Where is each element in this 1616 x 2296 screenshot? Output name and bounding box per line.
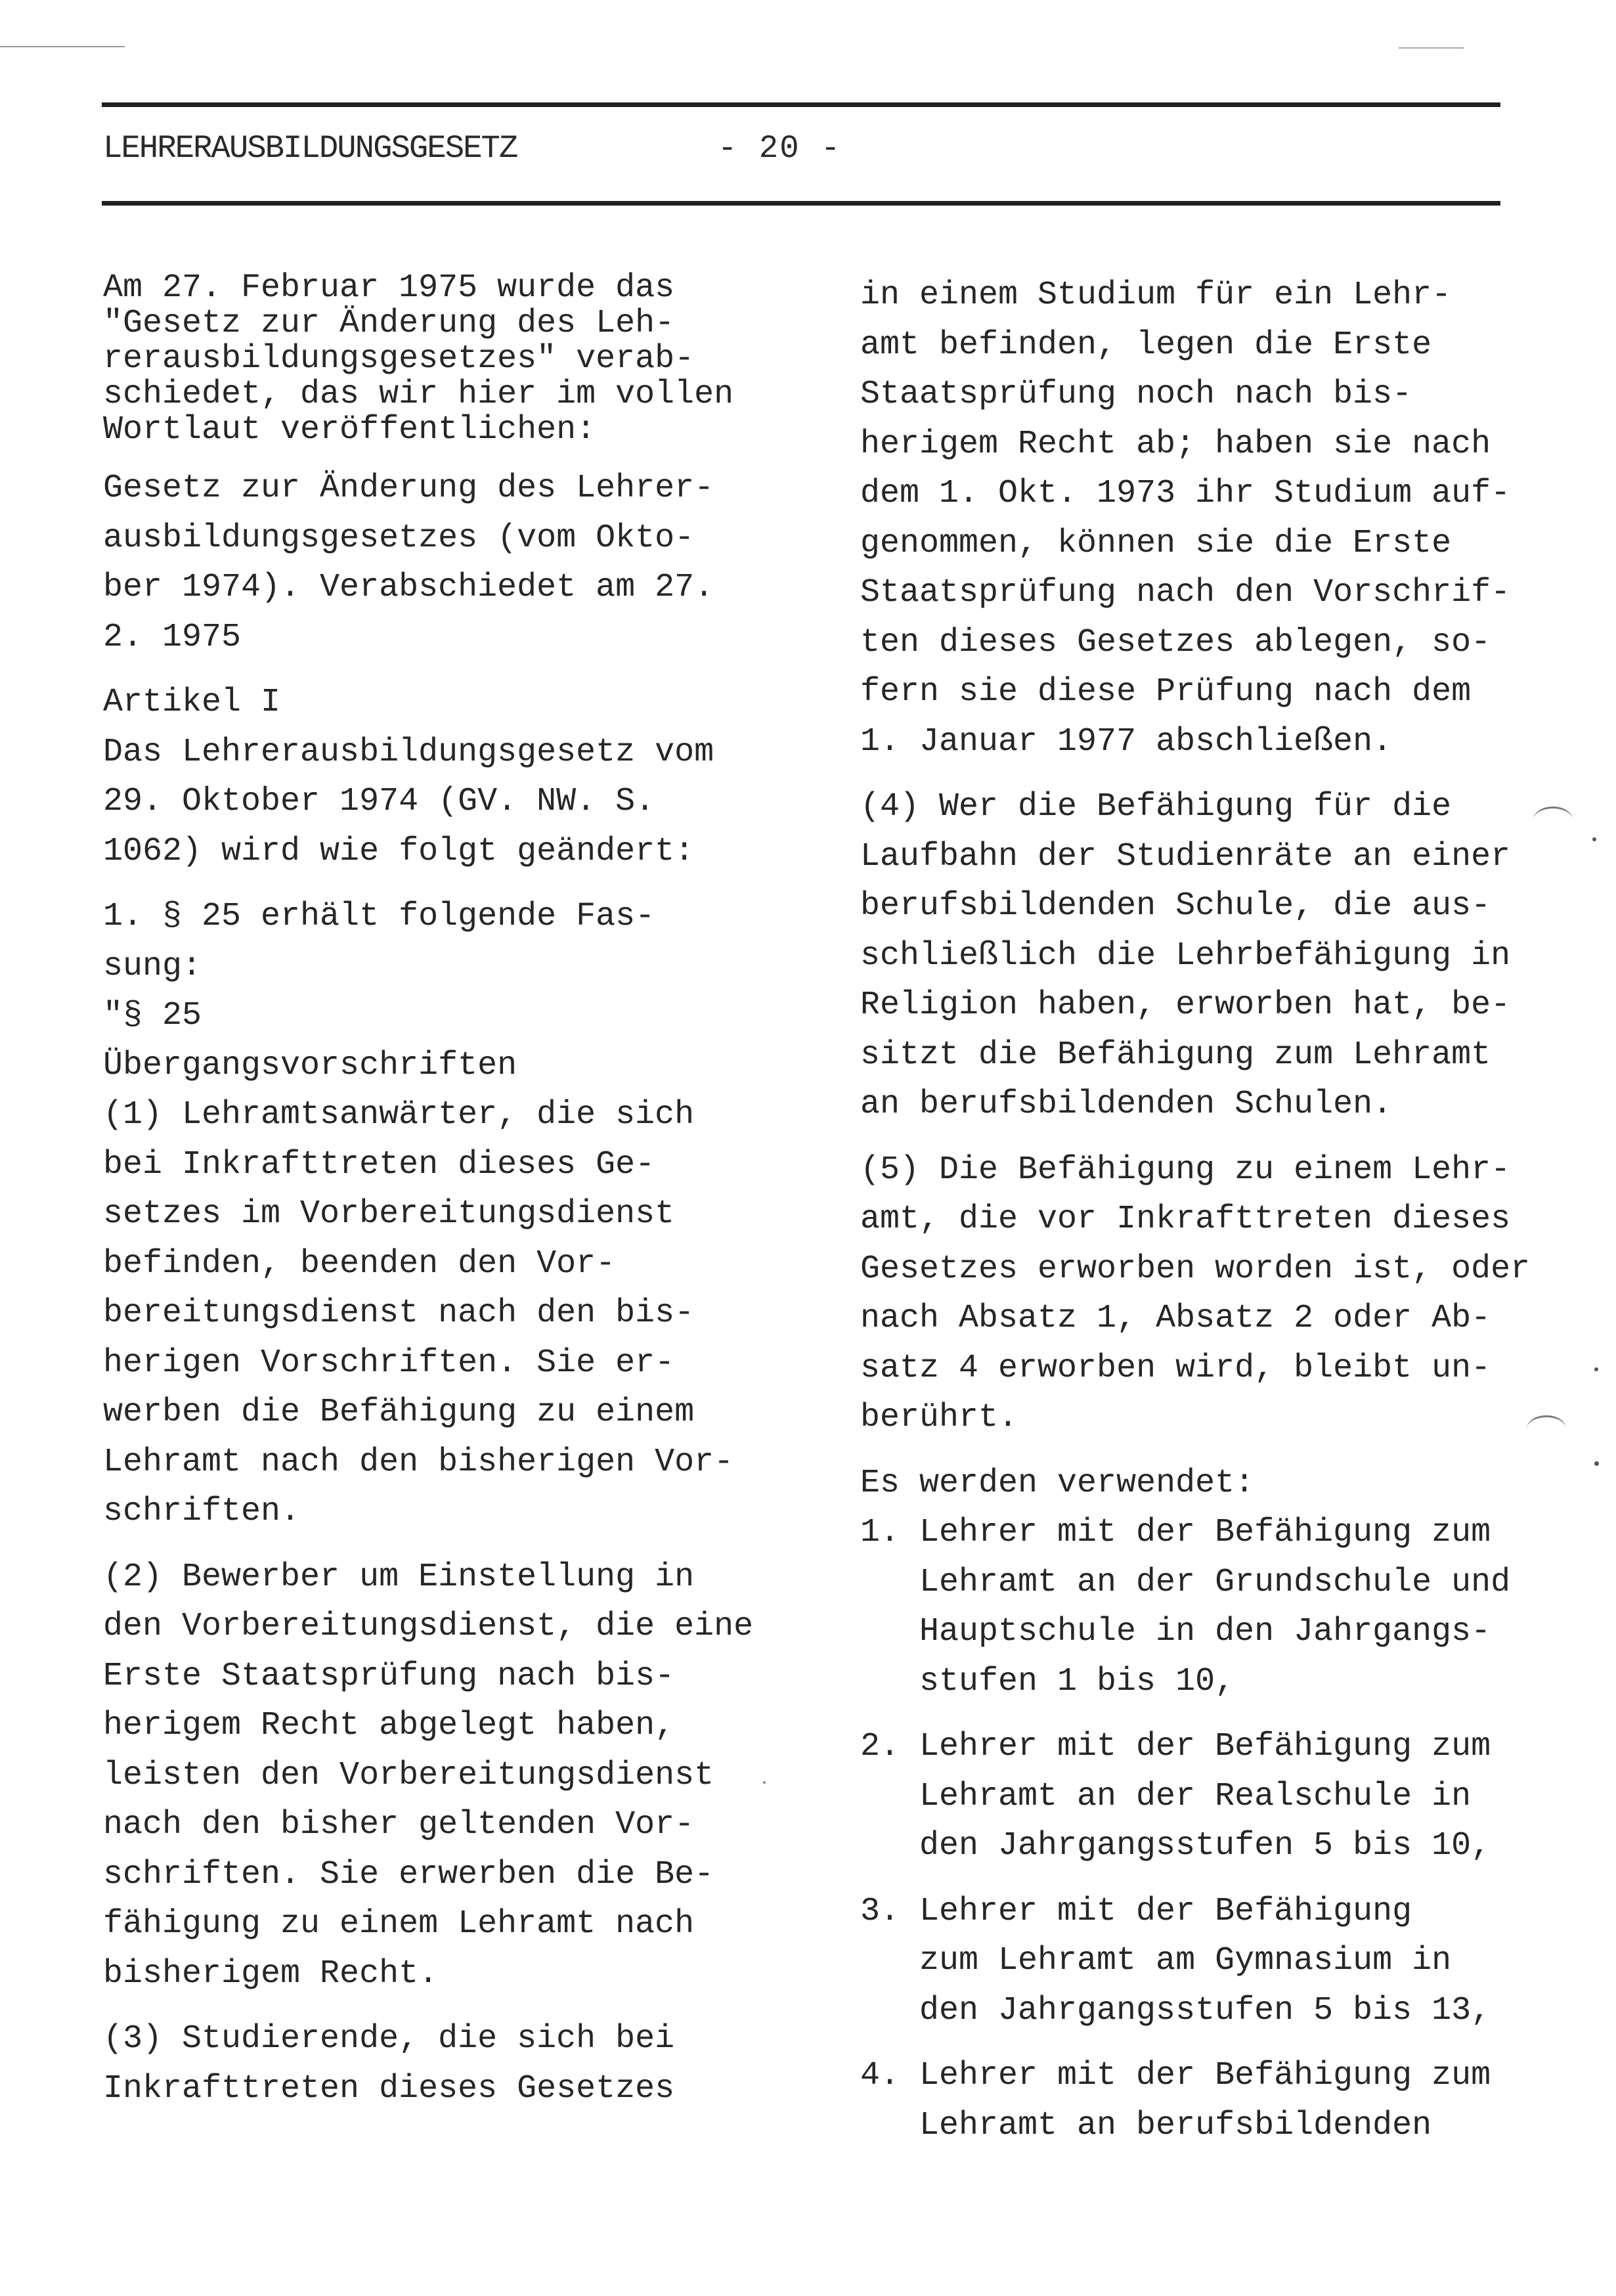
text-line: rerausbildungsgesetzes" verab- (103, 340, 695, 378)
page-fold-mark (1527, 1415, 1566, 1442)
running-head-title: LEHRERAUSBILDUNGSGESETZ (103, 130, 517, 167)
text-line: in einem Studium für ein Lehr- (860, 276, 1452, 314)
paragraph-2 (103, 1553, 753, 1999)
text-line: amt, die vor Inkrafttreten dieses (860, 1201, 1511, 1238)
text-line: den Vorbereitungsdienst, die eine (103, 1608, 754, 1645)
text-line: befinden, beenden den Vor- (103, 1245, 616, 1283)
list-intro: Es werden verwendet: (860, 1464, 1255, 1502)
intro-paragraph (103, 271, 753, 448)
text-line: Lehrer mit der Befähigung zum (919, 1514, 1491, 1551)
text-line: ausbildungsgesetzes (vom Okto- (103, 519, 695, 557)
text-line: 1. § 25 erhält folgende Fas- (103, 898, 655, 935)
text-line: "Gesetz zur Änderung des Leh- (103, 305, 675, 342)
text-line: Religion haben, erworben hat, be- (860, 986, 1511, 1024)
text-line: amt befinden, legen die Erste (860, 326, 1432, 364)
paragraph-5 (860, 1145, 1530, 1443)
text-line: Gesetz zur Änderung des Lehrer- (103, 470, 714, 507)
section-number: "§ 25 (103, 997, 202, 1034)
amendment-section-25 (103, 892, 753, 1537)
text-line: Laufbahn der Studienräte an einer (860, 837, 1511, 875)
text-line: Das Lehrerausbildungsgesetz vom (103, 733, 714, 771)
text-line: bereitungsdienst nach den bis- (103, 1294, 695, 1332)
text-line: dem 1. Okt. 1973 ihr Studium auf- (860, 475, 1511, 512)
scan-dot (1592, 837, 1596, 841)
text-line: genommen, können sie die Erste (860, 524, 1452, 562)
text-line: stufen 1 bis 10, (919, 1662, 1235, 1700)
text-line: Inkrafttreten dieses Gesetzes (103, 2069, 675, 2108)
text-line: Lehrer mit der Befähigung (919, 1892, 1412, 1930)
scan-dot (1594, 1461, 1599, 1466)
right-column (860, 271, 1530, 2150)
list-number: 4. (860, 2057, 900, 2094)
list-item (860, 1508, 1530, 1706)
text-line: 29. Oktober 1974 (GV. NW. S. (103, 783, 655, 820)
text-line: nach Absatz 1, Absatz 2 oder Ab- (860, 1300, 1491, 1337)
list-number: 1. (860, 1514, 900, 1551)
article-heading: Artikel I (103, 684, 281, 721)
text-line: Lehrer mit der Befähigung zum (919, 2057, 1491, 2094)
text-line: Staatsprüfung nach den Vorschrif- (860, 574, 1511, 611)
scan-mark (1399, 47, 1464, 49)
text-line: Lehramt an berufsbildenden (919, 2106, 1432, 2144)
text-line: ten dieses Gesetzes ablegen, so- (860, 623, 1491, 661)
list-number: 3. (860, 1892, 900, 1930)
header-bottom-rule (102, 201, 1500, 206)
text-line: setzes im Vorbereitungsdienst (103, 1195, 675, 1233)
list-item (860, 1887, 1530, 2036)
text-line: fern sie diese Prüfung nach dem (860, 673, 1472, 711)
text-line: bisherigem Recht. (103, 1954, 439, 1993)
text-line: Hauptschule in den Jahrgangs- (919, 1613, 1491, 1650)
text-line: Staatsprüfung noch nach bis- (860, 376, 1412, 413)
paragraph-4 (860, 782, 1530, 1130)
header-top-rule (102, 102, 1500, 107)
text-line: herigem Recht ab; haben sie nach (860, 425, 1491, 463)
text-line: Am 27. Februar 1975 wurde das (103, 269, 675, 307)
paragraph-3-continued (860, 271, 1530, 766)
left-column (103, 271, 753, 2113)
text-line: werben die Befähigung zu einem (103, 1394, 695, 1431)
text-line: sitzt die Befähigung zum Lehramt (860, 1036, 1491, 1074)
text-line: 1062) wird wie folgt geändert: (103, 832, 695, 870)
text-line: satz 4 erworben wird, bleibt un- (860, 1349, 1491, 1387)
text-line: sung: (103, 947, 202, 985)
text-line: 2. 1975 (103, 618, 242, 656)
text-line: Lehramt an der Grundschule und (919, 1563, 1511, 1601)
page-fold-mark (1533, 806, 1573, 833)
text-line: schriften. (103, 1493, 301, 1530)
page-number: - 20 - (718, 130, 842, 167)
scan-dot (763, 1781, 766, 1784)
text-line: herigen Vorschriften. Sie er- (103, 1344, 675, 1382)
text-line: herigem Recht abgelegt haben, (103, 1707, 675, 1744)
text-line: an berufsbildenden Schulen. (860, 1086, 1393, 1123)
text-line: (4) Wer die Befähigung für die (860, 788, 1452, 826)
text-line: Gesetzes erworben worden ist, oder (860, 1250, 1531, 1288)
section-heading: Übergangsvorschriften (103, 1046, 517, 1084)
law-title (103, 464, 753, 662)
list-item (860, 2051, 1530, 2150)
text-line: bei Inkrafttreten dieses Ge- (103, 1145, 655, 1183)
list-number: 2. (860, 1728, 900, 1765)
text-line: Lehramt nach den bisherigen Vor- (103, 1443, 734, 1481)
text-line: schriften. Sie erwerben die Be- (103, 1855, 714, 1893)
text-line: zum Lehramt am Gymnasium in (919, 1942, 1452, 1979)
text-line: leisten den Vorbereitungsdienst (103, 1756, 714, 1794)
text-line: (5) Die Befähigung zu einem Lehr- (860, 1151, 1511, 1189)
text-line: 1. Januar 1977 abschließen. (860, 722, 1393, 761)
text-line: Wortlaut veröffentlichen: (103, 411, 596, 449)
text-line: (2) Bewerber um Einstellung in (103, 1558, 695, 1596)
list-item (860, 1722, 1530, 1871)
text-line: Erste Staatsprüfung nach bis- (103, 1657, 675, 1695)
paragraph-3 (103, 2014, 753, 2113)
text-line: schiedet, das wir hier im vollen (103, 376, 734, 413)
text-line: nach den bisher geltenden Vor- (103, 1806, 695, 1843)
scan-dot (1594, 1367, 1598, 1371)
text-line: Lehramt an der Realschule in (919, 1777, 1472, 1815)
article-one (103, 678, 753, 876)
text-line: den Jahrgangsstufen 5 bis 13, (919, 1991, 1491, 2029)
text-line: schließlich die Lehrbefähigung in (860, 937, 1511, 975)
text-line: Lehrer mit der Befähigung zum (919, 1728, 1491, 1765)
usage-list (860, 1459, 1530, 2151)
text-line: (3) Studierende, die sich bei (103, 2020, 675, 2058)
scan-mark (0, 46, 125, 47)
text-line: berufsbildenden Schule, die aus- (860, 887, 1491, 925)
text-line: fähigung zu einem Lehramt nach (103, 1905, 695, 1943)
text-line: berührt. (860, 1399, 1018, 1436)
text-line: den Jahrgangsstufen 5 bis 10, (919, 1827, 1491, 1865)
text-line: (1) Lehramtsanwärter, die sich (103, 1096, 695, 1134)
text-line: ber 1974). Verabschiedet am 27. (103, 569, 714, 606)
